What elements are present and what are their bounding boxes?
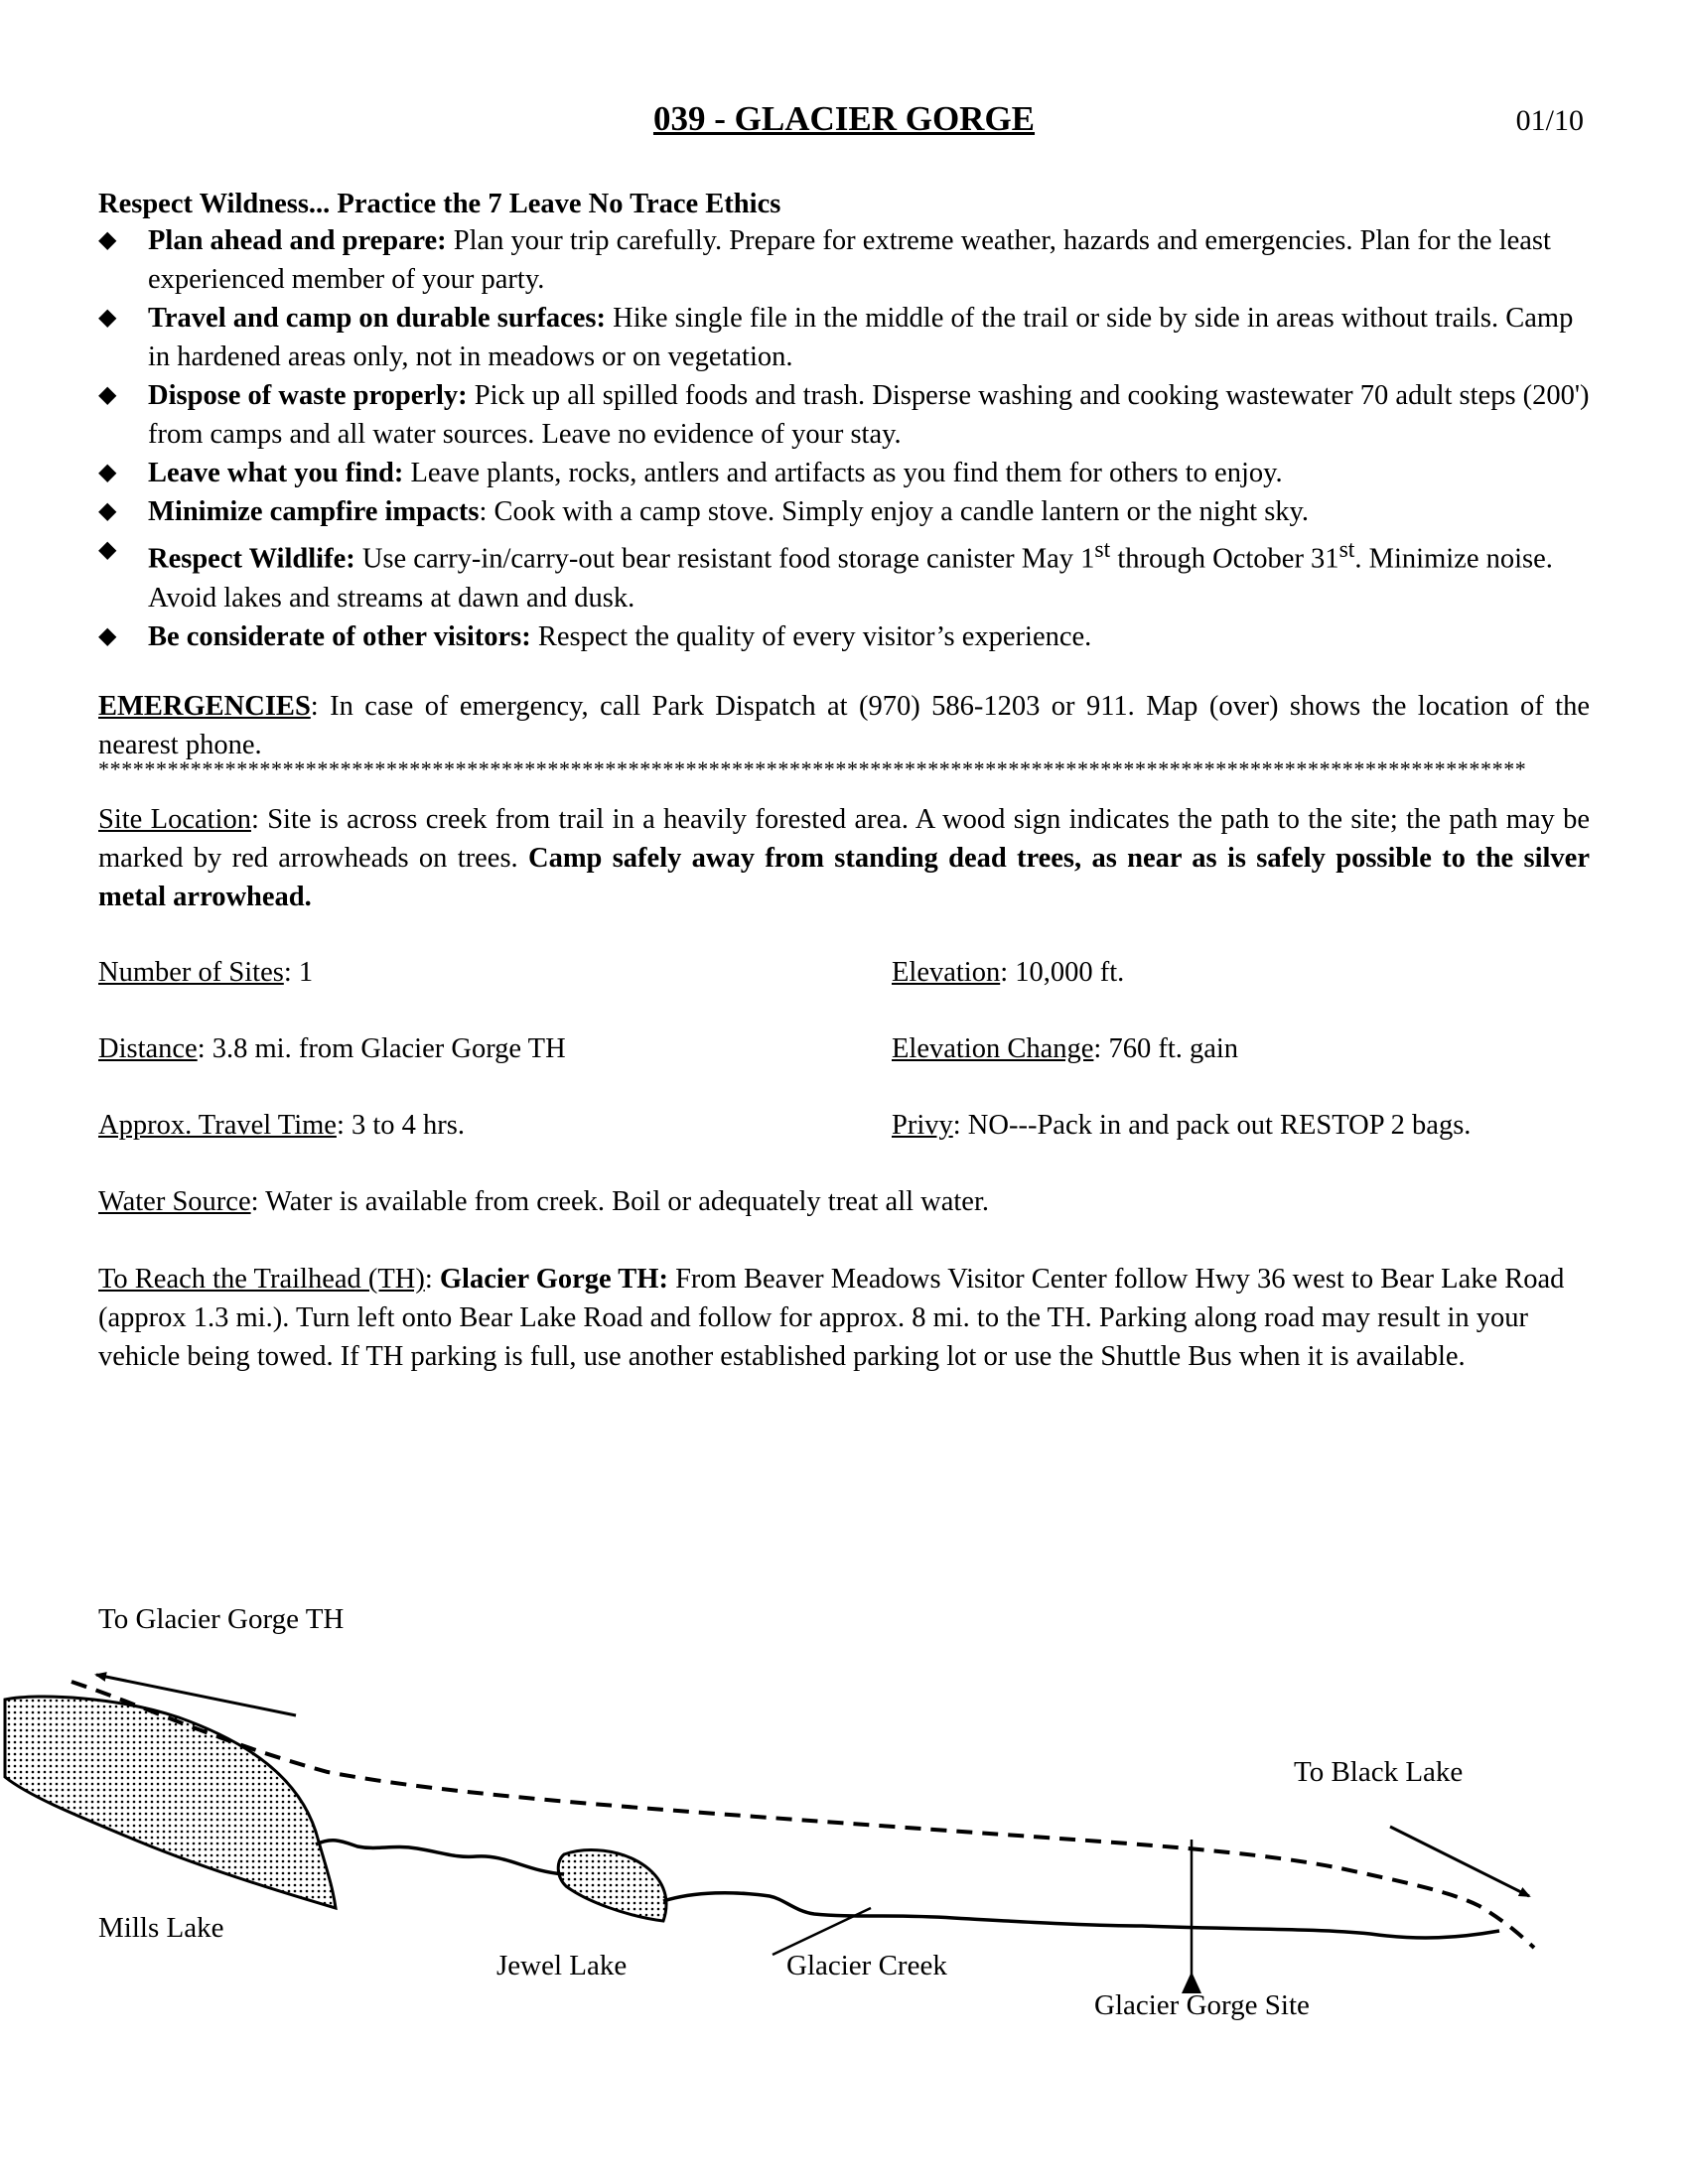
page-title: 039 - GLACIER GORGE — [652, 99, 1036, 138]
fact-value: : 760 ft. gain — [1093, 1033, 1239, 1064]
label-to-glacier-gorge-th: To Glacier Gorge TH — [98, 1603, 345, 1635]
label-mills-lake: Mills Lake — [98, 1912, 224, 1944]
arrow-to-black-lake — [1390, 1827, 1529, 1896]
item-text: Use carry-in/carry-out bear resistant food storage canister May 1 — [354, 543, 1095, 575]
diamond-bullet-icon: ◆ — [98, 305, 117, 331]
item-term: Leave what you find: — [148, 458, 404, 488]
trailhead-label: To Reach the Trailhead (TH) — [98, 1264, 425, 1295]
site-location-warning: Camp safely away from standing dead trees, as near as is safely possible to the silver metal arrowhead. — [98, 843, 1590, 912]
item-text: Respect the quality of every visitor’s experience. — [530, 620, 1092, 652]
diamond-bullet-icon: ◆ — [98, 382, 117, 408]
fact-label: Number of Sites — [98, 957, 284, 988]
glacier-creek-line — [316, 1841, 1499, 1938]
fact-value: : 1 — [283, 957, 314, 988]
item-text: Pick up all spilled foods and trash. Disperse washing and cooking wastewater 70 adult steps (200') from camps and all water sources. Leave no evidence of your stay. — [148, 380, 1590, 450]
fact-label: Distance — [98, 1033, 198, 1064]
fact-label: Elevation Change — [892, 1033, 1094, 1064]
diamond-bullet-icon: ◆ — [98, 537, 117, 563]
label-glacier-creek: Glacier Creek — [786, 1950, 947, 1981]
item-term: Respect Wildlife: — [148, 543, 355, 575]
ordinal-suffix: st — [1094, 537, 1111, 563]
lnt-heading: Respect Wildness... Practice the 7 Leave No Trace Ethics — [98, 189, 781, 219]
fact-label: Approx. Travel Time — [98, 1110, 337, 1141]
trailhead-name: Glacier Gorge TH: — [439, 1264, 668, 1295]
fact-label: Privy — [892, 1110, 953, 1141]
revision-date: 01/10 — [1515, 104, 1584, 137]
diamond-bullet-icon: ◆ — [98, 227, 117, 253]
emergencies-label: EMERGENCIES — [98, 691, 311, 722]
ordinal-suffix: st — [1338, 537, 1355, 563]
item-text: : Cook with a camp stove. Simply enjoy a candle lantern or the night sky. — [479, 496, 1310, 527]
item-term: Travel and camp on durable surfaces: — [148, 303, 607, 334]
fact-value: : 3.8 mi. from Glacier Gorge TH — [197, 1033, 566, 1064]
item-text: Hike single file in the middle of the trail or side by side in areas without trails. Camp in hardened areas only, not in meadows or on vegetation. — [148, 303, 1574, 372]
fact-label: Elevation — [892, 957, 1001, 988]
diamond-bullet-icon: ◆ — [98, 460, 117, 485]
item-term: Dispose of waste properly: — [148, 380, 468, 411]
fact-value: : 10,000 ft. — [1000, 957, 1125, 988]
fact-value: : NO---Pack in and pack out RESTOP 2 bags. — [952, 1110, 1472, 1141]
fact-value: : Water is available from creek. Boil or adequately treat all water. — [250, 1186, 990, 1217]
separator-line: **************************************************************************************************************************** — [98, 756, 1527, 781]
jewel-lake-shape — [558, 1850, 666, 1921]
label-jewel-lake: Jewel Lake — [496, 1950, 628, 1981]
emergencies-text: : In case of emergency, call Park Dispatch at (970) 586-1203 or 911. Map (over) shows the location of the nearest phone. — [98, 691, 1590, 760]
mills-lake-shape — [5, 1697, 336, 1908]
item-term: Minimize campfire impacts — [148, 496, 480, 527]
item-text: Plan your trip carefully. Prepare for extreme weather, hazards and emergencies. Plan for the least experienced member of your party. — [148, 225, 1551, 295]
trailhead-colon: : — [424, 1264, 440, 1295]
item-term: Be considerate of other visitors: — [148, 620, 531, 652]
trailhead-text: From Beaver Meadows Visitor Center follow Hwy 36 west to Bear Lake Road (approx 1.3 mi.). Turn left onto Bear Lake Road and follow for approx. 8 mi. to the TH. Parking along road may result in your vehicle being towed. If TH parking is full, use another established parking lot or use the Shuttle Bus when it is available. — [98, 1264, 1565, 1372]
label-to-black-lake: To Black Lake — [1294, 1756, 1464, 1788]
label-glacier-gorge-site: Glacier Gorge Site — [1094, 1989, 1310, 2021]
diamond-bullet-icon: ◆ — [98, 622, 117, 649]
site-location-label: Site Location — [98, 804, 251, 835]
site-location-text: : Site is across creek from trail in a heavily forested area. A wood sign indicates the path to the site; the path may be marked by red arrowheads on trees. — [98, 804, 1590, 874]
fact-label: Water Source — [98, 1186, 251, 1217]
diamond-bullet-icon: ◆ — [98, 498, 117, 524]
item-term: Plan ahead and prepare: — [148, 225, 447, 256]
item-text: Leave plants, rocks, antlers and artifacts as you find them for others to enjoy. — [403, 458, 1283, 488]
fact-value: : 3 to 4 hrs. — [336, 1110, 465, 1141]
item-text: . Minimize noise. Avoid lakes and streams at dawn and dusk. — [148, 543, 1553, 614]
item-text: through October 31 — [1110, 543, 1339, 575]
